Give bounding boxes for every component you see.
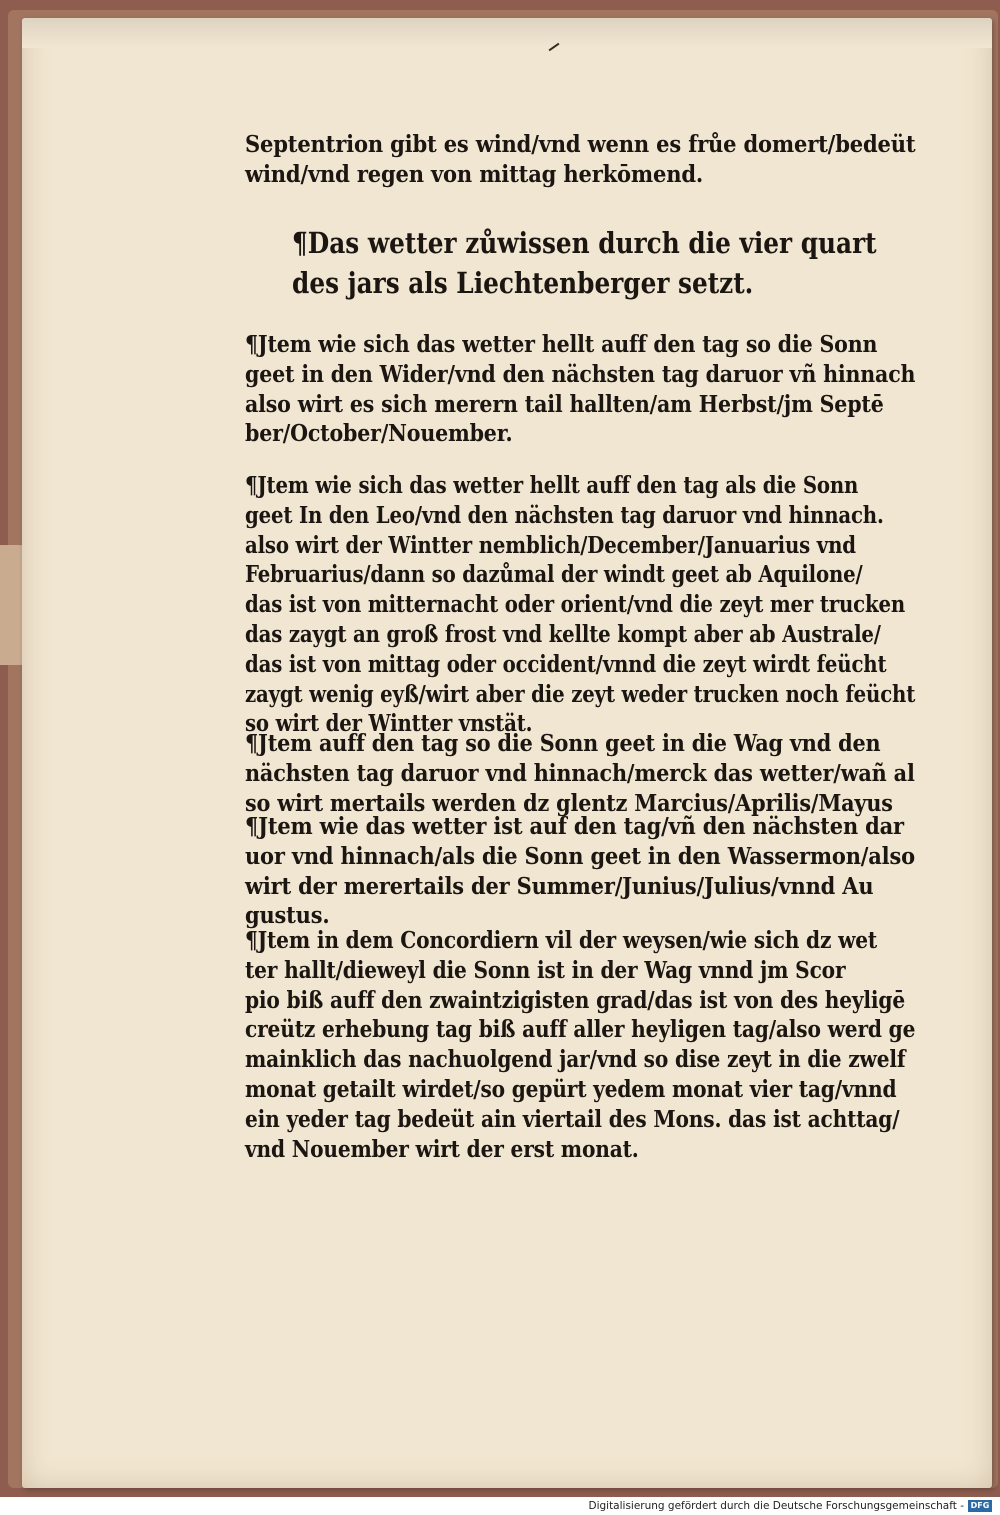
text-line: so wirt der Wintter vnstät.: [245, 709, 533, 738]
heading-line: ¶Das wetter zůwissen durch die vier quart: [292, 226, 877, 260]
text-line: mainklich das nachuolgend jar/vnd so dise zeyt in die zwelf: [245, 1045, 906, 1074]
intro-text: [245, 130, 993, 190]
text-line: also wirt es sich merern tail hallten/am Herbst/jm Septē: [245, 389, 884, 418]
paragraph-4: [245, 812, 996, 931]
text-line: ¶Jtem auff den tag so die Sonn geet in die Wag vnd den: [245, 729, 881, 757]
text-line: ein yeder tag bedeüt ain viertail des Mons. das ist achttag/: [245, 1104, 900, 1133]
text-line: monat getailt wirdet/so gepürt yedem monat vier tag/vnnd: [245, 1074, 897, 1103]
text-line: geet in den Wider/vnd den nächsten tag daruor vñ hinnach: [245, 359, 916, 388]
page-top-edge: [22, 18, 992, 48]
dfg-logo[interactable]: DFG: [968, 1500, 992, 1512]
text-line: ¶Jtem wie das wetter ist auf den tag/vñ den nächsten dar: [245, 812, 904, 840]
text-line: wind/vnd regen von mittag herkōmend.: [245, 159, 704, 188]
text-line: wirt der merertails der Summer/Junius/Julius/vnnd Au: [245, 871, 874, 900]
text-line: gustus.: [245, 901, 330, 930]
text-line: uor vnd hinnach/als die Sonn geet in den Wassermon/also: [245, 841, 915, 870]
text-line: ¶Jtem wie sich das wetter hellt auff den tag als die Sonn: [245, 471, 859, 499]
text-line: so wirt mertails werden dz glentz Marcius/Aprilis/Mayus: [245, 788, 893, 817]
text-line: ter hallt/dieweyl die Sonn ist in der Wag vnnd jm Scor: [245, 955, 846, 984]
funding-credit: Digitalisierung gefördert durch die Deutsche Forschungsgemeinschaft -: [588, 1500, 964, 1512]
section-heading: [292, 223, 977, 303]
text-line: geet In den Leo/vnd den nächsten tag daruor vnd hinnach.: [245, 500, 884, 529]
text-line: ber/October/Nouember.: [245, 419, 513, 448]
text-line: creütz erhebung tag biß auff aller heyligen tag/also werd ge: [245, 1015, 916, 1044]
text-line: nächsten tag daruor vnd hinnach/merck das wetter/wañ al: [245, 758, 915, 787]
text-line: das ist von mittag oder occident/vnnd die zeyt wirdt feücht: [245, 649, 887, 678]
text-line: das ist von mitternacht oder orient/vnd die zeyt mer trucken: [245, 590, 906, 619]
text-line: Septentrion gibt es wind/vnd wenn es frůe domert/bedeüt: [245, 130, 916, 158]
text-line: vnd Nouember wirt der erst monat.: [245, 1134, 639, 1163]
paragraph-1: [245, 330, 1000, 449]
paragraph-5: [245, 926, 1000, 1164]
text-line: zaygt wenig eyß/wirt aber die zeyt weder trucken noch feücht: [245, 679, 916, 708]
text-line: also wirt der Wintter nemblich/December/Januarius vnd: [245, 530, 856, 559]
text-line: Februarius/dann so dazůmal der windt geet ab Aquilone/: [245, 560, 863, 589]
heading-line: des jars als Liechtenberger setzt.: [292, 266, 754, 300]
text-line: pio biß auff den zwaintzigisten grad/das ist von des heyligē: [245, 985, 905, 1014]
paragraph-2: [245, 471, 1000, 739]
text-line: ¶Jtem wie sich das wetter hellt auff den tag so die Sonn: [245, 330, 878, 358]
text-line: das zaygt an groß frost vnd kellte kompt aber ab Australe/: [245, 619, 881, 648]
text-line: ¶Jtem in dem Concordiern vil der weysen/wie sich dz wet: [245, 926, 878, 954]
paragraph-3: [245, 729, 1000, 818]
